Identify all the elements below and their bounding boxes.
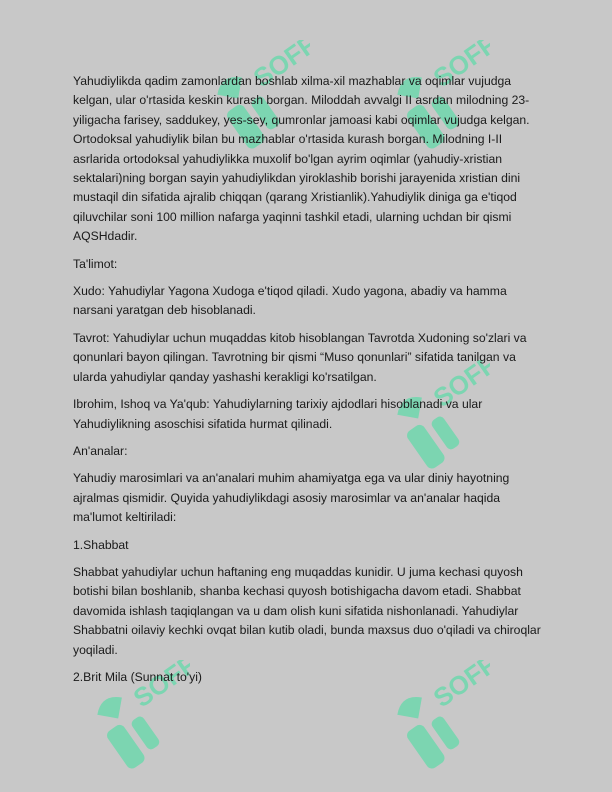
svg-text:SOFF: SOFF <box>427 660 490 714</box>
paragraph: Tavrot: Yahudiylar uchun muqaddas kitob hisoblangan Tavrotda Xudoning so'zlari va qonunlari bayon qilingan. Tavrotning bir qismi “Muso qonunlari” sifatida tanilgan va ularda yahudiylar qanday yashashi kerakligi ko'rsatilgan. <box>73 330 527 384</box>
document-body <box>73 72 543 695</box>
paragraph: Yahudiylikda qadim zamonlardan boshlab xilma-xil mazhablar va oqimlar vujudga kelgan, ular o'rtasida keskin kurash borgan. Miloddah avvalgi II asrdan milodning 23-yiligacha farisey, saddukey, yes-sey, qumronlar jamoasi kabi oqimlar vujudga kelgan. Ortodoksal yahudiylik bilan bu mazhablar o'rtasida kurash borgan. Milodning I-II asrlarida ortodoksal yahudiylikka muxolif bo'lgan ayrim oqimlar (yahudiy-xristian sektalari)ning borgan sayin yahudiylikdan yiroklashib borishi jarayenida xristian dini mustaqil din sifatida ajralib chiqqan (qarang Xristianlik).Yahudiylik diniga ga e'tiqod qiluvchilar soni 100 million nafarga yaqinni tashkil etadi, ularning uchdan bir qismi AQSHdadir. <box>73 74 530 244</box>
section-heading: An'analar: <box>73 443 128 458</box>
paragraph: Yahudiy marosimlari va an'analari muhim ahamiyatga ega va ular diniy hayotning ajralmas qismidir. Quyida yahudiylikdagi asosiy marosimlar va an'analar haqida ma'lumot keltiriladi: <box>73 471 510 525</box>
section-heading: 2.Brit Mila (Sunnat to'yi) <box>73 669 202 684</box>
paragraph: Xudo: Yahudiylar Yagona Xudoga e'tiqod qiladi. Xudo yagona, abadiy va hamma narsani yaratgan deb hisoblanadi. <box>73 284 507 318</box>
svg-text:SOFF: SOFF <box>127 660 190 714</box>
svg-text:SOFF: SOFF <box>427 360 490 414</box>
paragraph: Ibrohim, Ishoq va Ya'qub: Yahudiylarning tarixiy ajdodlari hisoblanadi va ular Yahudiylikning asoschisi sifatida hurmat qilinadi. <box>73 397 483 431</box>
section-heading: 1.Shabbat <box>73 537 129 552</box>
svg-text:SOFF: SOFF <box>427 40 490 94</box>
paragraph: Shabbat yahudiylar uchun haftaning eng muqaddas kunidir. U juma kechasi quyosh botishi bilan boshlanib, shanba kechasi quyosh botishigacha davom etadi. Shabbat davomida ishlash taqiqlangan va u dam olish kuni sifatida nishonlanadi. Yahudiylar Shabbatni oilaviy kechki ovqat bilan kutib oladi, bunda maxsus duo o'qiladi va chiroqlar yoqiladi. <box>73 564 541 657</box>
section-heading: Ta'limot: <box>73 256 118 271</box>
svg-text:SOFF: SOFF <box>247 40 310 94</box>
